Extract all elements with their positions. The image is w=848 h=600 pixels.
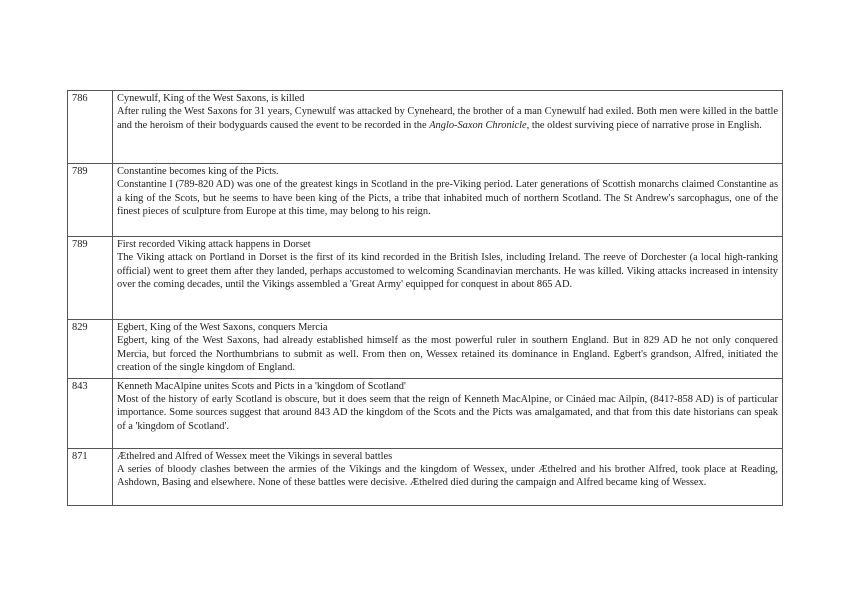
event-cell xyxy=(113,378,783,448)
event-description: A series of bloody clashes between the armies of the Vikings and the kingdom of Wessex, under Æthelred and his brother Alfred, took place at Reading, Ashdown, Basing and elsewhere. None of these battles were decisive. Æthelred died during the campaign and Alfred became king of Wessex. xyxy=(117,464,778,489)
year-cell: 786 xyxy=(68,91,113,164)
event-title: Egbert, King of the West Saxons, conquers Mercia xyxy=(117,322,328,333)
year-cell: 829 xyxy=(68,320,113,379)
table-row xyxy=(68,164,783,237)
timeline-table xyxy=(67,90,783,506)
event-title: Cynewulf, King of the West Saxons, is killed xyxy=(117,93,305,104)
event-description-text: , the oldest surviving piece of narrative prose in English. xyxy=(526,119,762,131)
event-description-text: After ruling the West Saxons for 31 years, Cynewulf was attacked by Cyneheard, the brother of a man Cynewulf had exiled. Both men were killed in the battle and the heroism of their bodyguards caused the event to be recorded in the xyxy=(117,106,778,131)
table-row xyxy=(68,320,783,379)
event-title: Æthelred and Alfred of Wessex meet the Vikings in several battles xyxy=(117,450,393,462)
event-cell xyxy=(113,448,783,505)
table-row xyxy=(68,448,783,505)
event-cell xyxy=(113,237,783,320)
table-row xyxy=(68,91,783,164)
year-cell: 789 xyxy=(68,164,113,237)
event-cell xyxy=(113,164,783,237)
chronicle-title: Anglo-Saxon Chronicle xyxy=(429,119,527,131)
year-cell: 843 xyxy=(68,378,113,448)
event-cell xyxy=(113,91,783,164)
year-cell: 789 xyxy=(68,237,113,320)
event-description: Most of the history of early Scotland is obscure, but it does seem that the reign of Kenneth MacAlpine, or Cináed mac Ailpín, (841?-858 AD) is of particular importance. Some sources suggest that around 843 AD the kingdom of the Scots and the Picts was amalgamated, and that from this date historians can speak of a 'kingdom of Scotland'. xyxy=(117,394,778,432)
year-cell: 871 xyxy=(68,448,113,505)
event-description: Egbert, king of the West Saxons, had already established himself as the most powerful ruler in southern England. But in 829 AD he not only conquered Mercia, but forced the Northumbrians to submit as well. From then on, Wessex retained its dominance in England. Egbert's grandson, Alfred, initiated the creation of the single kingdom of England. xyxy=(117,335,778,374)
event-title: Kenneth MacAlpine unites Scots and Picts in a 'kingdom of Scotland' xyxy=(117,380,406,392)
table-row xyxy=(68,378,783,448)
event-title: First recorded Viking attack happens in Dorset xyxy=(117,239,311,250)
event-description: The Viking attack on Portland in Dorset is the first of its kind recorded in the British Isles, including Ireland. The reeve of Dorchester (a local high-ranking official) went to greet them after they landed, perhaps accustomed to welcoming Scandinavian merchants. He was killed. Viking attacks increased in intensity over the coming decades, until the Vikings assembled a 'Great Army' equipped for conquest in about 865 AD. xyxy=(117,252,778,291)
event-title: Constantine becomes king of the Picts. xyxy=(117,166,279,177)
event-description xyxy=(117,105,778,132)
event-description: Constantine I (789-820 AD) was one of the greatest kings in Scotland in the pre-Viking period. Later generations of Scottish monarchs claimed Constantine as a king of the Scots, but he seems to have been king of the Picts, a tribe that inhabited much of northern Scotland. The St Andrew's sarcophagus, one of the finest pieces of sculpture from Europe at this time, may belong to his reign. xyxy=(117,179,778,218)
table-row xyxy=(68,237,783,320)
event-cell xyxy=(113,320,783,379)
